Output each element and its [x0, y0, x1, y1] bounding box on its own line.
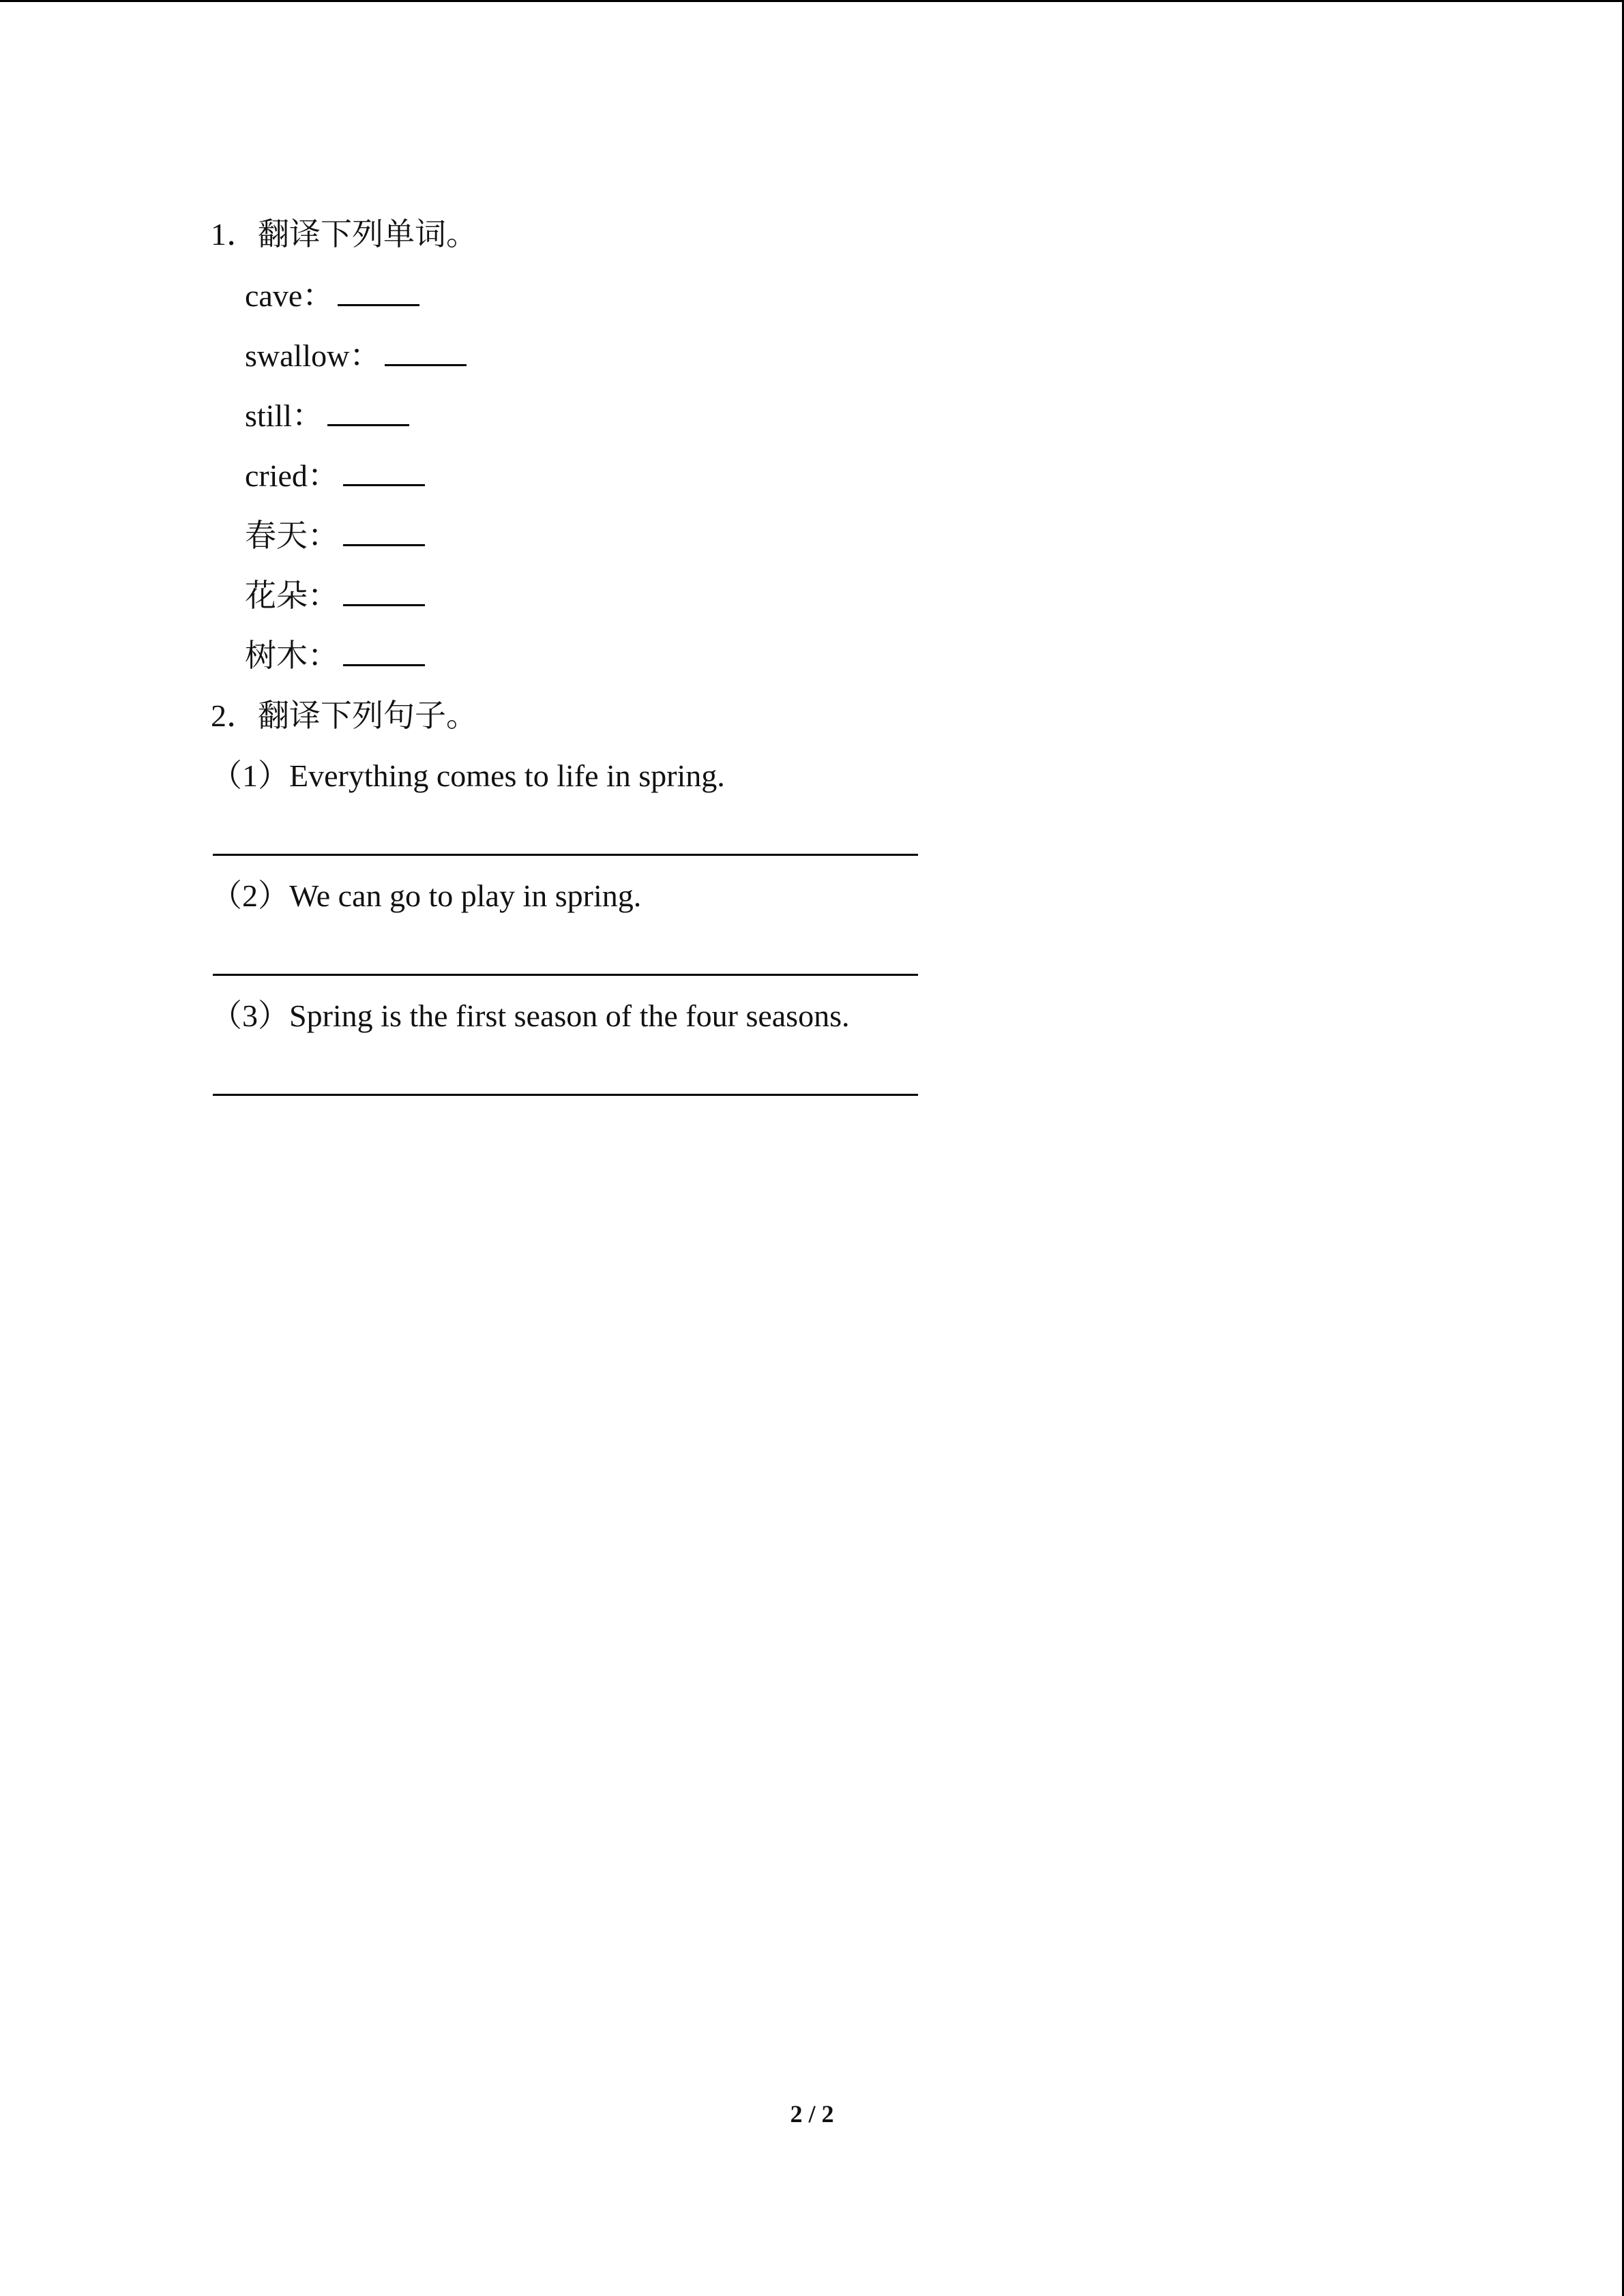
answer-line-2[interactable]: [213, 974, 918, 976]
page-number: 2 / 2: [790, 2100, 834, 2128]
word-label: cried：: [245, 458, 339, 493]
word-label: 春天：: [245, 518, 339, 553]
word-item-spring-cn: [245, 516, 425, 556]
answer-blank[interactable]: [385, 337, 467, 366]
answer-line-1[interactable]: [213, 854, 918, 856]
word-label: 树木：: [245, 638, 339, 673]
answer-blank[interactable]: [338, 277, 419, 306]
word-item-cried: [245, 456, 425, 496]
word-label: 花朵：: [245, 578, 339, 613]
answer-blank[interactable]: [343, 577, 425, 606]
sentence-3: （3）Spring is the first season of the four seasons.: [211, 998, 850, 1033]
sentence-1: （1）Everything comes to life in spring.: [211, 758, 725, 793]
sentence-2: （2）We can go to play in spring.: [211, 878, 642, 913]
question-1-heading: 1．翻译下列单词。: [211, 217, 477, 252]
word-item-swallow: [245, 336, 467, 376]
word-item-cave: [245, 275, 419, 316]
word-item-still: [245, 396, 409, 436]
answer-blank[interactable]: [343, 637, 425, 666]
word-label: swallow：: [245, 338, 381, 373]
word-label: cave：: [245, 278, 334, 313]
word-item-flower-cn: [245, 576, 425, 616]
question-2-heading: 2．翻译下列句子。: [211, 698, 477, 733]
page-border-top: [0, 0, 1624, 2]
word-item-tree-cn: [245, 636, 425, 676]
answer-line-3[interactable]: [213, 1094, 918, 1096]
answer-blank[interactable]: [343, 457, 425, 486]
answer-blank[interactable]: [343, 517, 425, 546]
answer-blank[interactable]: [327, 397, 409, 426]
word-label: still：: [245, 398, 324, 433]
